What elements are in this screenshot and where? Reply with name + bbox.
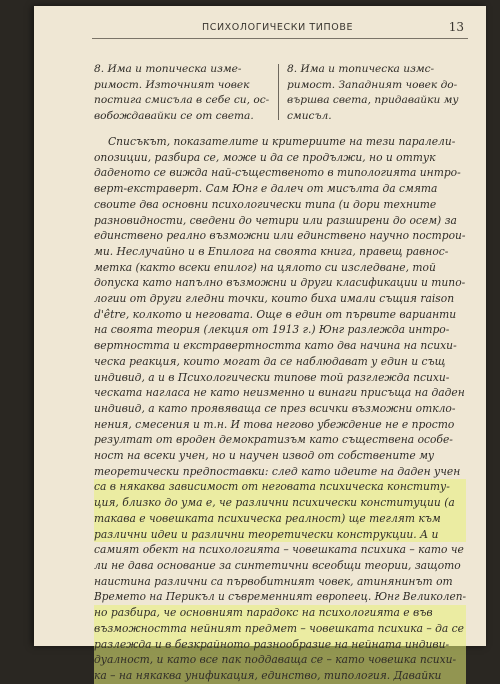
body-line: d'être, колкото и неговата. Още в един от първите варианти [94,307,457,321]
body-line: метка (както всеки епилог) на цялото си изследване, той [94,260,436,274]
body-line: теоретически предпоставки: след като идеите на даден учен [94,464,461,478]
body-line: логии от други гледни точки, които биха имали същия raison [94,292,455,306]
body-line: индивид, а и в Психологически типове той разглежда психи- [94,370,450,384]
body-line: ност на всеки учен, но и научен извод от собствените му [94,449,435,463]
body-line: верт-екстраверт. Сам Юнг е далеч от мисълта да смята [94,182,438,196]
right-column-line: 8. Има и топическа измс- [287,63,435,75]
book-page [34,6,486,682]
body-line: вертността и екстравертността като два начина на психи- [94,339,457,353]
body-line: резултат от вроден демократизъм като съществена особе- [94,433,453,447]
left-column-line: 8. Има и топическа изме- [94,63,242,75]
right-column-line: смисъл. [287,109,332,122]
left-column-line: постига смисъла в себе си, ос- [94,94,270,106]
body-line: ческа реакция, които могат да се наблюдават у един и същ [94,354,446,368]
left-column-line: вобождавайки се от света. [94,109,254,122]
body-line-highlighted: възможността нейният предмет – човешката психика – да се [94,621,464,635]
body-line: ми. Неслучайно и в Епилога на своята книга, правещ равнос- [94,244,449,258]
body-line-highlighted: са в някаква зависимост от неговата психическа конститу- [94,479,466,495]
body-line: на своята теория (лекция от 1913 г.) Юнг разлежда интро- [94,323,450,337]
right-column-line: вършва света, придавайки му [287,94,459,106]
right-column [287,62,469,124]
body-line: Списъкът, показателите и критериите на тези паралели- [108,135,456,148]
body-line-highlighted: но разбира, че основният парадокс на психологията е във [94,605,466,621]
body-line: разновидности, сведени до четири или разширени до осем) за [94,213,457,227]
comparison-columns [94,62,468,120]
body-line: ли не дава основание за синтетични всеобщи теории, защото [94,558,461,572]
body-line-highlighted: ция, близко до ума е, че различни психически конституции (а [94,495,466,511]
column-divider [278,64,279,120]
body-line-highlighted: разлежда и в безкрайното разнообразие на нейната индиви- [94,637,466,653]
body-line: допуска като напълно възможни и други класификации и типо- [94,276,466,290]
body-line-highlighted: такава е човешката психическа реалност) ще теглят към [94,511,466,527]
body-line: единствено реално възможни или единствено научно построи- [94,229,466,243]
body-line-highlighted: дуалност, и като все пак поддаваща се – като човешка психи- [94,652,466,668]
body-line: самият обект на психологията – човешката психика – като че [94,543,464,557]
body-line: Времето на Перикъл и съвременният европеец. Юнг Великолеп- [94,590,467,604]
body-line: индивид, а като проявяваща се през всички възможни откло- [94,401,456,415]
header-title: ПСИХОЛОГИЧЕСКИ ТИПОВЕ [202,22,354,33]
body-line: ческата нагласа не като неизменно и винаги присъща на даден [94,386,465,400]
body-line: наистина различни са първобитният човек, атинянинът от [94,574,453,588]
running-header [92,22,468,39]
left-column [94,62,272,124]
right-column-line: римост. Западният човек до- [287,78,458,91]
body-line: даденото се вижда най-същественото в типологията интро- [94,166,461,180]
body-line: нения, смесения и т.н. И това негово убеждение не е просто [94,417,455,431]
body-line: опозиции, разбира се, може и да се продължи, но и оттук [94,150,436,164]
body-text [94,134,466,684]
body-line-highlighted: ка – на някаква унификация, единство, типология. Давайки [94,668,466,684]
body-line-highlighted: различни идеи и различни теоретически конструкции. А и [94,527,466,543]
page-number: 13 [448,20,464,34]
left-column-line: римост. Източният човек [94,78,250,91]
body-line: своите два основни психологически типа (и дори техните [94,197,437,211]
